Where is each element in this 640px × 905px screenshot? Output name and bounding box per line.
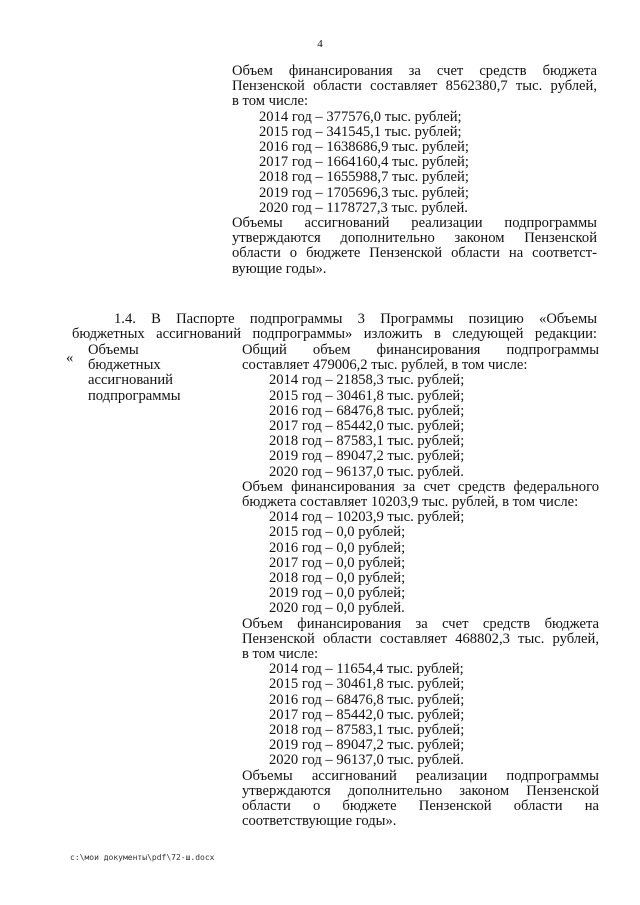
year-line: 2019 год – 89047,2 тыс. рублей; xyxy=(269,448,465,465)
year-line: 2014 год – 21858,3 тыс. рублей; xyxy=(269,372,465,389)
opening-quote: « xyxy=(66,350,74,366)
year-line: 2018 год – 0,0 рублей; xyxy=(269,570,406,587)
parameter-value xyxy=(242,343,599,830)
year-line: 2015 год – 30461,8 тыс. рублей; xyxy=(269,676,465,693)
year-line: 2014 год – 11654,4 тыс. рублей; xyxy=(269,661,464,678)
year-line: 2016 год – 68476,8 тыс. рублей; xyxy=(269,691,465,708)
page-number: 4 xyxy=(317,38,323,50)
year-line: 2018 год – 1655988,7 тыс. рублей; xyxy=(259,169,469,186)
text-line: бюджетных ассигнований подпрограммы» изложить в следующей редакции: xyxy=(72,326,597,343)
parameter-label xyxy=(88,343,218,404)
year-line: 2016 год – 1638686,9 тыс. рублей; xyxy=(259,139,469,156)
year-line: 2019 год – 89047,2 тыс. рублей; xyxy=(269,737,465,754)
label-line: подпрограммы xyxy=(88,387,181,404)
year-line: 2020 год – 0,0 рублей. xyxy=(269,600,405,617)
text-line: соответствующие годы». xyxy=(242,813,397,830)
text-line: вующие годы». xyxy=(232,260,327,277)
text-line: Объемы ассигнований реализации подпрограммы xyxy=(242,767,599,784)
year-line: 2020 год – 1178727,3 тыс. рублей. xyxy=(259,199,468,216)
year-line: 2017 год – 0,0 рублей; xyxy=(269,554,406,571)
text-line: области о бюджете Пензенской области на xyxy=(242,798,599,815)
year-line: 2017 год – 85442,0 тыс. рублей; xyxy=(269,706,465,723)
text-line: области о бюджете Пензенской области на соответст- xyxy=(232,245,597,262)
year-line: 2016 год – 68476,8 тыс. рублей; xyxy=(269,402,465,419)
text-line: составляет 479006,2 тыс. рублей, в том числе: xyxy=(242,357,528,374)
text-line: Объем финансирования за счет средств бюджета xyxy=(232,63,597,79)
text-line: в том числе: xyxy=(232,93,309,110)
year-line: 2017 год – 85442,0 тыс. рублей; xyxy=(269,418,465,435)
year-line: 2020 год – 96137,0 тыс. рублей. xyxy=(269,752,464,769)
item-1-4-paragraph xyxy=(72,312,597,342)
text-line: Пензенской области составляет 8562380,7 тыс. рублей, xyxy=(232,78,597,95)
year-line: 2014 год – 377576,0 тыс. рублей; xyxy=(259,108,462,125)
text-line: утверждаются дополнительно законом Пензенской xyxy=(232,230,597,247)
file-path-footer: c:\мои документы\pdf\72-ш.docx xyxy=(70,853,215,862)
regional-funding-block xyxy=(232,64,597,277)
year-line: 2016 год – 0,0 рублей; xyxy=(269,539,406,556)
text-line: в том числе: xyxy=(242,646,319,663)
text-line: Объемы ассигнований реализации подпрограммы xyxy=(232,215,597,232)
label-line: Объемы xyxy=(88,342,139,358)
year-line: 2019 год – 0,0 рублей; xyxy=(269,585,406,602)
year-line: 2019 год – 1705696,3 тыс. рублей; xyxy=(259,184,469,201)
text-line: Пензенской области составляет 468802,3 тыс. рублей, xyxy=(242,630,599,647)
year-line: 2018 год – 87583,1 тыс. рублей; xyxy=(269,433,465,450)
year-line: 2015 год – 0,0 рублей; xyxy=(269,524,406,541)
year-line: 2014 год – 10203,9 тыс. рублей; xyxy=(269,509,465,526)
text-line: Объем финансирования за счет средств федерального xyxy=(242,478,599,495)
year-line: 2015 год – 30461,8 тыс. рублей; xyxy=(269,387,465,404)
year-line: 2020 год – 96137,0 тыс. рублей. xyxy=(269,463,464,480)
text-line: 1.4. В Паспорте подпрограммы 3 Программы позицию «Объемы xyxy=(114,311,597,327)
year-line: 2018 год – 87583,1 тыс. рублей; xyxy=(269,722,465,739)
text-line: Объем финансирования за счет средств бюджета xyxy=(242,615,599,632)
text-line: Общий объем финансирования подпрограммы xyxy=(242,342,599,358)
year-line: 2017 год – 1664160,4 тыс. рублей; xyxy=(259,154,469,171)
label-line: бюджетных xyxy=(88,357,161,374)
label-line: ассигнований xyxy=(88,372,173,389)
text-line: утверждаются дополнительно законом Пензенской xyxy=(242,782,599,799)
text-line: бюджета составляет 10203,9 тыс. рублей, в том числе: xyxy=(242,494,579,511)
year-line: 2015 год – 341545,1 тыс. рублей; xyxy=(259,123,462,140)
